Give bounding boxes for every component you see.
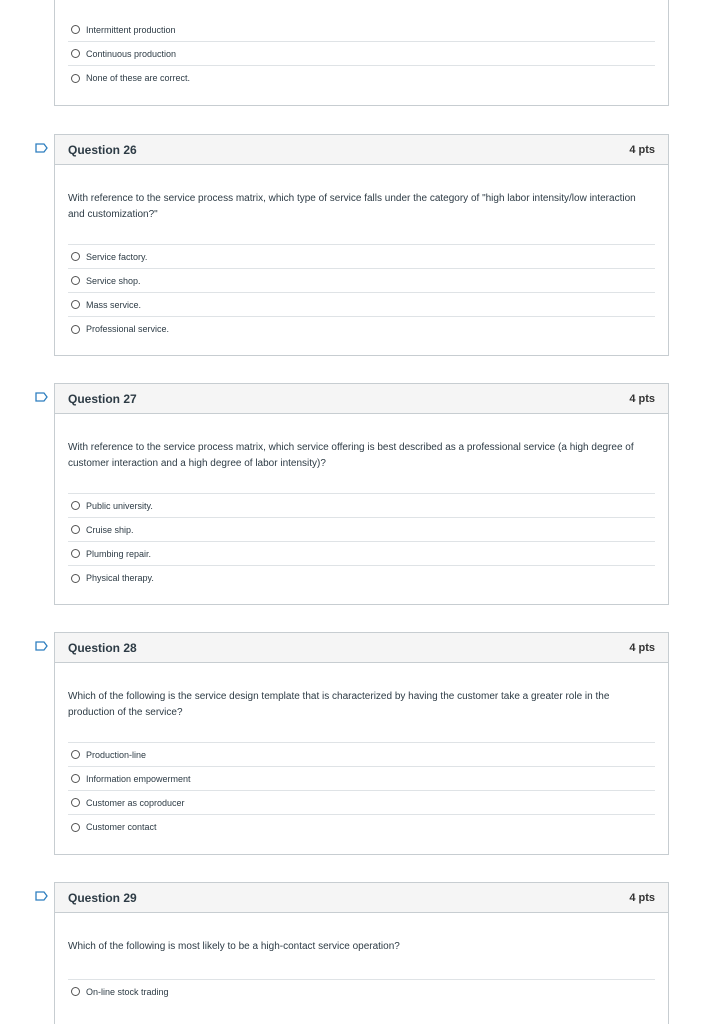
- question-text: With reference to the service process matrix, which type of service falls under the category of "high labor intensity/low interaction and customization?": [68, 193, 636, 220]
- answer-label: Customer as coproducer: [86, 797, 185, 808]
- question-29-card: [54, 882, 669, 1024]
- answer-option[interactable]: [68, 66, 655, 90]
- answer-label: Professional service.: [86, 324, 170, 334]
- bookmark-flag-icon[interactable]: [35, 641, 48, 651]
- question-27-card: [54, 383, 669, 605]
- question-header: [55, 883, 668, 913]
- answer-option[interactable]: [68, 269, 655, 293]
- answer-option[interactable]: [68, 518, 655, 542]
- radio-button-icon[interactable]: [71, 574, 80, 583]
- answer-label: Intermittent production: [86, 24, 176, 35]
- question-28-card: [54, 632, 669, 855]
- answer-label: Public university.: [86, 500, 153, 511]
- answer-option[interactable]: [68, 293, 655, 317]
- radio-button-icon[interactable]: [71, 823, 80, 832]
- answer-label: On-line stock trading: [86, 986, 169, 997]
- answer-option[interactable]: [68, 18, 655, 42]
- radio-button-icon[interactable]: [71, 25, 80, 34]
- answer-option[interactable]: [68, 980, 655, 1004]
- answer-option[interactable]: [68, 767, 655, 791]
- radio-button-icon[interactable]: [71, 987, 80, 996]
- question-points: 4 pts: [629, 392, 655, 405]
- radio-button-icon[interactable]: [71, 774, 80, 783]
- question-points: 4 pts: [629, 143, 655, 156]
- radio-button-icon[interactable]: [71, 501, 80, 510]
- question-title: Question 28: [68, 640, 137, 655]
- answer-label: Customer contact: [86, 822, 157, 832]
- answer-option[interactable]: [68, 245, 655, 269]
- answer-option[interactable]: [68, 791, 655, 815]
- radio-button-icon[interactable]: [71, 798, 80, 807]
- answer-option[interactable]: [68, 743, 655, 767]
- question-title: Question 29: [68, 890, 137, 905]
- answer-label: Service factory.: [86, 251, 148, 262]
- question-points: 4 pts: [629, 891, 655, 904]
- radio-button-icon[interactable]: [71, 325, 80, 334]
- bookmark-flag-icon[interactable]: [35, 891, 48, 901]
- bookmark-flag-icon[interactable]: [35, 143, 48, 153]
- answer-option[interactable]: [68, 317, 655, 341]
- radio-button-icon[interactable]: [71, 300, 80, 309]
- question-26-card: [54, 134, 669, 356]
- radio-button-icon[interactable]: [71, 252, 80, 261]
- answer-label: Cruise ship.: [86, 524, 134, 535]
- question-header: [55, 633, 668, 663]
- question-title: Question 27: [68, 391, 137, 406]
- answer-label: Service shop.: [86, 275, 141, 286]
- answer-label: Information empowerment: [86, 773, 191, 784]
- radio-button-icon[interactable]: [71, 74, 80, 83]
- radio-button-icon[interactable]: [71, 549, 80, 558]
- question-text: Which of the following is most likely to be a high-contact service operation?: [68, 941, 400, 952]
- radio-button-icon[interactable]: [71, 49, 80, 58]
- answer-label: Physical therapy.: [86, 573, 154, 583]
- answer-option[interactable]: [68, 566, 655, 590]
- answer-option[interactable]: [68, 494, 655, 518]
- answer-option[interactable]: [68, 42, 655, 66]
- answer-label: Production-line: [86, 749, 147, 760]
- bookmark-flag-icon[interactable]: [35, 392, 48, 402]
- answer-label: None of these are correct.: [86, 73, 191, 83]
- question-text: With reference to the service process matrix, which service offering is best described as a professional service (a high degree of customer interaction and a high degree of labor intensity)?: [68, 442, 634, 469]
- question-text: Which of the following is the service design template that is characterized by having the customer take a greater role in the production of the service?: [68, 691, 610, 718]
- answer-label: Continuous production: [86, 48, 177, 59]
- answer-option[interactable]: [68, 815, 655, 839]
- question-title: Question 26: [68, 142, 137, 157]
- radio-button-icon[interactable]: [71, 750, 80, 759]
- question-header: [55, 384, 668, 414]
- radio-button-icon[interactable]: [71, 276, 80, 285]
- answer-label: Plumbing repair.: [86, 548, 152, 559]
- radio-button-icon[interactable]: [71, 525, 80, 534]
- question-header: [55, 135, 668, 165]
- question-points: 4 pts: [629, 641, 655, 654]
- answer-label: Mass service.: [86, 299, 142, 310]
- answer-option[interactable]: [68, 542, 655, 566]
- question-25-card: [54, 0, 669, 106]
